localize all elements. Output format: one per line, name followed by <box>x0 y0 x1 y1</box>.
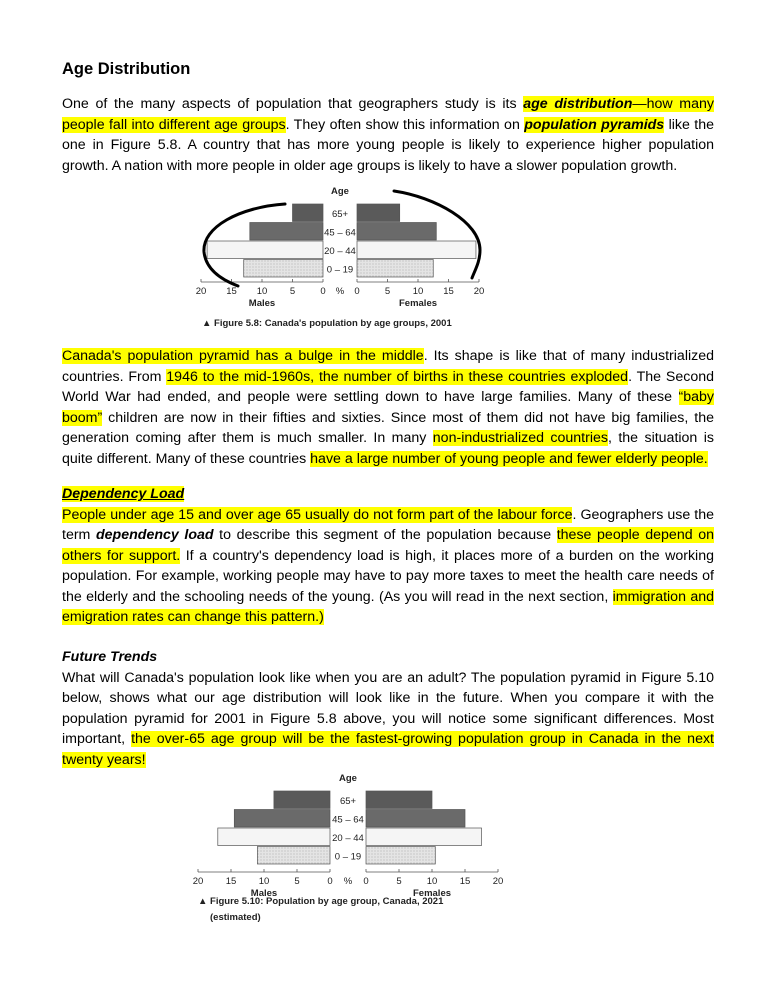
tick-label-right-0: 0 <box>354 286 360 297</box>
bar-male-1 <box>250 223 323 241</box>
bar-female-1 <box>357 223 436 241</box>
highlight-labour-force: People under age 15 and over age 65 usually do not form part of the labour force <box>62 506 573 523</box>
dependency-text-3: If a country's dependency load is high, it places more of a burden on the working population. For example, working people may have to pay more taxes to meet the health care needs of the elderly and the schooling needs of the young. (As you will read in the next section, <box>62 547 714 605</box>
tick-label-right-2: 10 <box>412 286 424 297</box>
highlight-young-people: have a large number of young people and fewer elderly people. <box>310 450 708 467</box>
percent-label: % <box>343 876 353 887</box>
bar-male-0 <box>293 204 324 222</box>
figure-5-8-pyramid <box>180 182 510 352</box>
tick-label-right-4: 20 <box>473 286 485 297</box>
category-label-1: 45 – 64 <box>324 227 356 239</box>
bar-female-3 <box>357 260 433 278</box>
highlight-definition: —how many people fall into different age groups <box>62 96 714 133</box>
tick-label-right-0: 0 <box>363 876 369 887</box>
bar-female-0 <box>366 791 432 809</box>
bar-female-0 <box>357 204 400 222</box>
term-population-pyramids: population pyramids <box>524 116 665 133</box>
axis-title-age: Age <box>339 773 357 784</box>
bar-male-1 <box>234 810 330 828</box>
bar-male-2 <box>218 828 330 846</box>
highlight-over-65: the over-65 age group will be the fastest-growing population group in Canada in the next twenty years! <box>62 731 714 768</box>
intro-text-3: like the one in Figure 5.8. A country that has more young people is likely to experience higher population growth. A nation with more people in older age groups is likely to have a slower population growth. <box>62 116 714 174</box>
category-label-0: 65+ <box>339 795 357 807</box>
highlight-baby-boom: “baby boom” <box>62 389 714 426</box>
figure-5-8-caption: ▲ Figure 5.8: Canada's population by age groups, 2001 <box>202 318 452 329</box>
intro-text-1: One of the many aspects of population that geographers study is its <box>62 96 524 112</box>
paragraph-bulge <box>62 346 714 469</box>
tick-label-left-2: 10 <box>256 286 268 297</box>
category-label-3: 0 – 19 <box>334 851 362 863</box>
tick-label-right-3: 15 <box>459 876 471 887</box>
bar-male-3 <box>244 260 323 278</box>
category-label-1: 45 – 64 <box>332 814 364 826</box>
males-label: Males <box>248 298 276 309</box>
bar-male-0 <box>274 791 330 809</box>
highlight-births-exploded: 1946 to the mid-1960s, the number of births in these countries exploded <box>166 368 629 385</box>
highlight-bulge: Canada's population pyramid has a bulge in the middle <box>62 348 424 364</box>
highlight-depend-on-others: these people depend on others for support. <box>62 527 714 564</box>
tick-label-left-4: 0 <box>320 286 326 297</box>
paragraph-bulge-text-4: , the situation is quite different. Many of these countries <box>62 430 714 467</box>
category-label-0: 65+ <box>331 208 349 220</box>
dependency-text-2: to describe this segment of the population because <box>213 527 557 543</box>
tick-label-right-1: 5 <box>384 286 391 297</box>
intro-paragraph <box>62 94 714 176</box>
bar-female-2 <box>357 241 476 259</box>
figure-5-10-caption-sub: (estimated) <box>210 912 261 923</box>
future-text-1: What will Canada's population look like when you are an adult? The population pyramid in Figure 5.10 below, shows what our age distribution will look like in the future. When you compare it with the population pyramid for 2001 in Figure 5.8 above, you will notice some significant differences. Most important, <box>62 669 714 747</box>
paragraph-bulge-text-1: . Its shape is like that of many industrialized countries. From <box>62 348 714 385</box>
dependency-text-1: . Geographers use the term <box>62 506 714 543</box>
heading-future-trends: Future Trends <box>62 649 158 665</box>
tick-label-left-1: 15 <box>225 876 237 887</box>
term-dependency-load: dependency load <box>96 527 214 543</box>
highlight-non-industrialized: non-industrialized countries <box>432 430 608 446</box>
highlight-immigration: immigration and emigration rates can change this pattern.) <box>62 588 714 625</box>
category-label-3: 0 – 19 <box>326 264 354 276</box>
heading-dependency-load: Dependency Load <box>62 486 185 502</box>
section-dependency-load <box>62 484 714 628</box>
bar-female-2 <box>366 828 482 846</box>
tick-label-right-2: 10 <box>426 876 438 887</box>
tick-label-left-1: 15 <box>226 286 237 297</box>
tick-label-left-0: 20 <box>195 286 207 297</box>
males-label: Males <box>250 888 278 899</box>
page-title: Age Distribution <box>62 60 191 78</box>
tick-label-left-3: 5 <box>294 876 300 887</box>
tick-label-left-2: 10 <box>258 876 270 887</box>
tick-label-right-1: 5 <box>396 876 402 887</box>
bar-female-1 <box>366 810 465 828</box>
tick-label-right-4: 20 <box>492 876 504 887</box>
females-label: Females <box>398 298 438 309</box>
tick-label-left-3: 5 <box>289 286 296 297</box>
percent-label: % <box>335 286 345 297</box>
category-label-2: 20 – 44 <box>324 245 356 257</box>
axis-title-age: Age <box>331 186 349 197</box>
section-future-trends <box>62 647 714 770</box>
bar-male-2 <box>207 241 323 259</box>
tick-label-left-0: 20 <box>192 876 204 887</box>
tick-label-left-4: 0 <box>327 876 333 887</box>
females-label: Females <box>412 888 452 899</box>
bar-male-3 <box>257 847 330 865</box>
bar-female-3 <box>366 847 435 865</box>
intro-text-2: . They often show this information on <box>285 116 525 133</box>
figure-5-10-pyramid <box>188 763 528 928</box>
category-label-2: 20 – 44 <box>332 832 364 844</box>
tick-label-right-3: 15 <box>443 286 454 297</box>
term-age-distribution: age distribution <box>523 96 633 112</box>
figure-5-10-caption: ▲ Figure 5.10: Population by age group, Canada, 2021 <box>198 896 444 907</box>
paragraph-bulge-text-2: . The Second World War had ended, and people were settling down to have large families. Many of these <box>62 368 715 405</box>
paragraph-bulge-text-3: children are now in their fifties and sixties. Since most of them did not have big families, the generation coming after them is much smaller. In many <box>62 409 714 446</box>
